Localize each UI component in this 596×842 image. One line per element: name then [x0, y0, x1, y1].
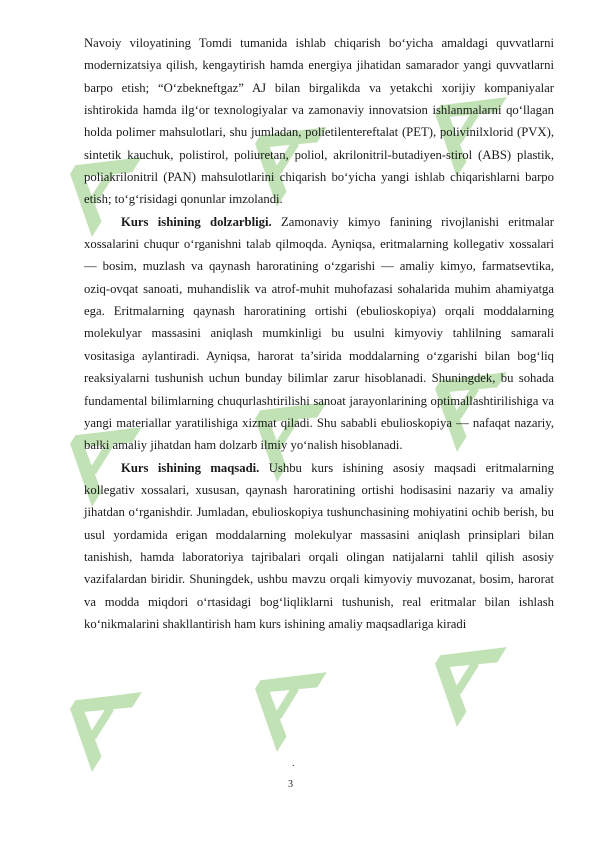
document-body: [84, 32, 554, 635]
relevance-heading: Kurs ishining dolzarbligi.: [121, 214, 272, 229]
paragraph-intro-text: Navoiy viloyatining Tomdi tumanida ishlab chiqarish bo‘yicha amaldagi quvvatlarni modernizatsiya qilish, kengaytirish hamda energiya jihatidan samarador yangi quvvatlarni barpo etish; “O‘zbekneftgaz” AJ bilan birgalikda va yetakchi xorijiy kompaniyalar ishtirokida hamda ilg‘or texnologiyalar va zamonaviy innovatsion ishlanmalarni qo‘llagan holda polimer mahsulotlari, shu jumladan, polietilentereftalat (PET), polivinilxlorid (PVX), sintetik kauchuk, polistirol, poliuretan, poliol, akrilonitril-butadiyen-stirol (ABS) plastik, poliakrilonitril (PAN) mahsulotlarini chiqarish bo‘yicha yangi ishlab chiqarishlarni barpo etish; to‘g‘risidagi qonunlar imzolandi.: [84, 36, 554, 207]
paragraph-intro: [84, 32, 554, 211]
paragraph-goal: [84, 457, 554, 636]
goal-heading: Kurs ishining maqsadi.: [121, 460, 260, 475]
stray-mark: .: [292, 758, 295, 769]
page-number: 3: [288, 779, 293, 790]
relevance-text: Zamonaviy kimyo fanining rivojlanishi eritmalar xossalarini chuqur o‘rganishni talab qilmoqda. Ayniqsa, eritmalarning kollegativ xossalari — bosim, muzlash va qaynash haroratining o‘zgarishi — amaliy kimyo, farmatsevtika, oziq-ovqat sanoati, muhandislik va atrof-muhit muhofazasi sohalarida muhim ahamiyatga ega. Eritmalarning qaynash haroratining ortishi (ebulioskopiya) orqali moddalarning molekulyar massasini aniqlash mumkinligi bu usulni kimyoviy tahlilning samarali vositasiga aylantiradi. Ayniqsa, harorat ta’sirida moddalarning o‘zgarishi bilan bog‘liq reaksiyalarni tushunish uchun bunday bilimlar zarur hisoblanadi. Shuningdek, bu sohada fundamental bilimlarning chuqurlashtirilishi sanoat jarayonlarining optimallashtirilishiga va yangi materiallar yaratilishiga xizmat qiladi. Shu sababli ebulioskopiya — nafaqat nazariy, balki amaliy jihatdan ham dolzarb ilmiy yo‘nalish hisoblanadi.: [84, 214, 555, 453]
watermark-logo-icon: [40, 653, 151, 779]
paragraph-relevance: [84, 211, 554, 457]
watermark-logo-icon: [225, 633, 336, 759]
goal-text: Ushbu kurs ishining asosiy maqsadi eritmalarning kollegativ xossalari, xususan, qaynash haroratining ortishi hodisasini nazariy va amaliy jihatdan o‘rganishdir. Jumladan, ebulioskopiya tushunchasining mohiyatini ochib berish, bu usul yordamida erigan moddalarning molekulyar massasini aniqlash prinsiplari bilan tanishish, hamda laboratoriya tajribalari orqali olingan natijalarni tahlil qilish asosiy vazifalardan biridir. Shuningdek, ushbu mavzu orqali kimyoviy muvozanat, bosim, harorat va modda miqdori o‘rtasidagi bog‘liqliklarni tushunish, real eritmalar bilan ishlash ko‘nikmalarini shakllantirish ham kurs ishining amaliy maqsadlariga kiradi: [84, 460, 554, 631]
